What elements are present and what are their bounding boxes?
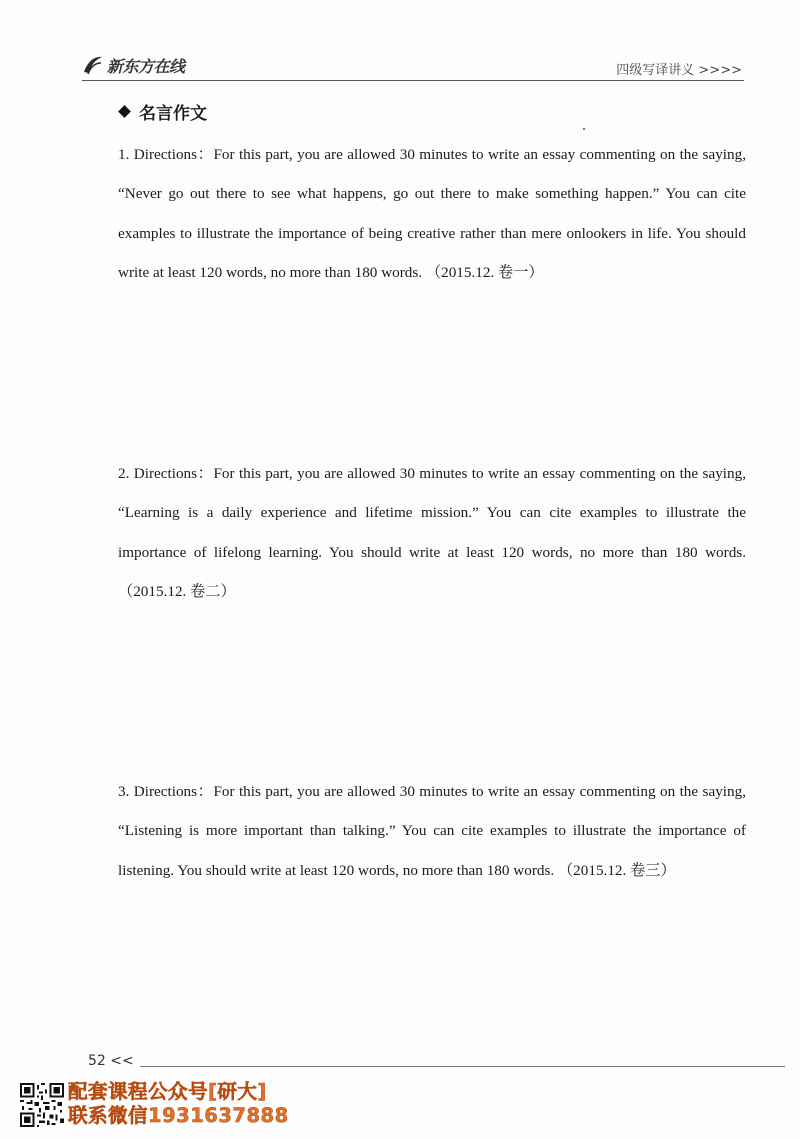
essay-prompt-2: 2. Directions：For this part, you are allowed 30 minutes to write an essay commenting on the saying, “Learning is a daily experience and lifetime mission.” You can cite examples to illustrate the importance of lifelong learning. You should write at least 120 words, no more than 180 words. （2015.12. 卷二）	[118, 465, 746, 600]
watermark-line-1: 配套课程公众号[研大]	[68, 1080, 267, 1103]
essay-prompt-1: 1. Directions：For this part, you are allowed 30 minutes to write an essay commenting on the saying, “Never go out there to see what happens, go out there to make something happen.” You can cite examples to illustrate the importance of being creative rather than mere onlookers in life. You should write at least 120 words, no more than 180 words. （2015.12. 卷一）	[118, 146, 746, 281]
publisher-logo	[82, 52, 185, 78]
essay-prompt-3: 3. Directions：For this part, you are allowed 30 minutes to write an essay commenting on the saying, “Listening is more important than talking.” You can cite examples to illustrate the importance of listening. You should write at least 120 words, no more than 180 words. （2015.12. 卷三）	[118, 783, 746, 879]
promo-watermark	[68, 1080, 289, 1128]
header-divider	[82, 80, 744, 81]
diamond-bullet-icon	[118, 105, 131, 118]
page-number: 52 <<	[88, 1053, 134, 1069]
logo-swoosh-icon	[82, 54, 104, 76]
section-heading	[120, 99, 207, 124]
qr-code-icon	[20, 1083, 64, 1127]
logo-text: 新东方在线	[107, 56, 185, 76]
section-heading-text: 名言作文	[139, 104, 207, 124]
footer-divider	[140, 1066, 785, 1067]
stray-dot	[583, 128, 585, 130]
running-header-title: 四级写译讲义 >>>>	[616, 63, 742, 78]
watermark-line-2: 联系微信1931637888	[68, 1104, 289, 1127]
